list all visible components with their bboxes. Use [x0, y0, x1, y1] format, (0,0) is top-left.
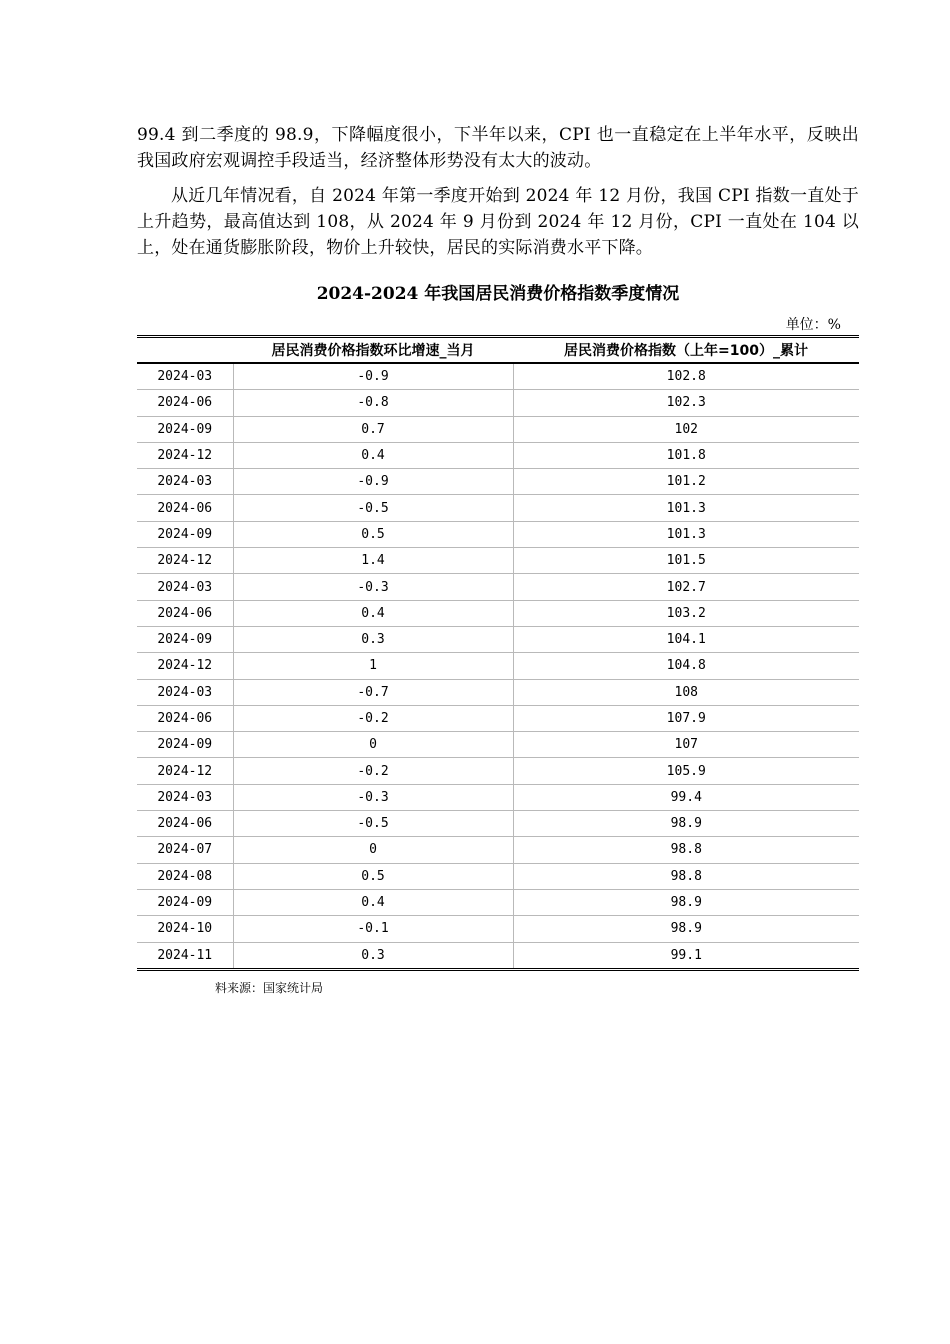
cell-period: 2024-06: [137, 600, 233, 626]
header-mom-growth: 居民消费价格指数环比增速_当月: [233, 337, 513, 364]
cell-mom-growth: 0.4: [233, 442, 513, 468]
cell-period: 2024-06: [137, 495, 233, 521]
table-row: [137, 416, 859, 442]
cell-period: 2024-03: [137, 363, 233, 390]
cell-cumulative-index: 104.8: [513, 653, 859, 679]
cell-period: 2024-03: [137, 574, 233, 600]
cell-period: 2024-09: [137, 521, 233, 547]
cell-mom-growth: -0.2: [233, 705, 513, 731]
cell-mom-growth: -0.1: [233, 916, 513, 942]
document-page: [137, 122, 859, 997]
table-unit: 单位：%: [785, 317, 841, 333]
cell-cumulative-index: 98.9: [513, 889, 859, 915]
cell-mom-growth: -0.7: [233, 679, 513, 705]
cell-mom-growth: 0.3: [233, 942, 513, 969]
cell-mom-growth: 0: [233, 837, 513, 863]
cell-period: 2024-12: [137, 758, 233, 784]
table-row: [137, 784, 859, 810]
cell-cumulative-index: 98.9: [513, 811, 859, 837]
cell-period: 2024-03: [137, 469, 233, 495]
table-row: [137, 758, 859, 784]
table-row: [137, 548, 859, 574]
cell-period: 2024-06: [137, 705, 233, 731]
cell-cumulative-index: 98.9: [513, 916, 859, 942]
cell-cumulative-index: 103.2: [513, 600, 859, 626]
cell-cumulative-index: 107: [513, 732, 859, 758]
cell-period: 2024-09: [137, 732, 233, 758]
cell-period: 2024-03: [137, 679, 233, 705]
cell-mom-growth: 0.5: [233, 521, 513, 547]
table-row: [137, 600, 859, 626]
data-source: 料来源：国家统计局: [215, 980, 324, 995]
cell-period: 2024-09: [137, 416, 233, 442]
cell-cumulative-index: 102.7: [513, 574, 859, 600]
cell-mom-growth: 0.4: [233, 600, 513, 626]
cell-mom-growth: 1: [233, 653, 513, 679]
cell-mom-growth: -0.3: [233, 784, 513, 810]
paragraph-1: 99.4 到二季度的 98.9，下降幅度很小，下半年以来，CPI 也一直稳定在上半年水平，反映出我国政府宏观调控手段适当，经济整体形势没有太大的波动。: [137, 125, 859, 171]
cell-mom-growth: -0.9: [233, 363, 513, 390]
table-title: 2024-2024 年我国居民消费价格指数季度情况: [316, 284, 680, 304]
cell-period: 2024-06: [137, 390, 233, 416]
table-row: [137, 863, 859, 889]
table-row: [137, 679, 859, 705]
cell-mom-growth: -0.5: [233, 811, 513, 837]
cell-mom-growth: -0.3: [233, 574, 513, 600]
cell-cumulative-index: 104.1: [513, 626, 859, 652]
cell-cumulative-index: 101.2: [513, 469, 859, 495]
cell-mom-growth: 0: [233, 732, 513, 758]
table-row: [137, 811, 859, 837]
table-row: [137, 390, 859, 416]
cell-period: 2024-12: [137, 548, 233, 574]
table-row: [137, 626, 859, 652]
cell-period: 2024-12: [137, 653, 233, 679]
table-row: [137, 469, 859, 495]
cell-cumulative-index: 99.1: [513, 942, 859, 969]
table-row: [137, 653, 859, 679]
table-row: [137, 495, 859, 521]
header-cumulative-index: 居民消费价格指数（上年=100）_累计: [513, 337, 859, 364]
cell-cumulative-index: 101.5: [513, 548, 859, 574]
cell-cumulative-index: 99.4: [513, 784, 859, 810]
cell-period: 2024-10: [137, 916, 233, 942]
header-period: [137, 337, 233, 364]
cell-period: 2024-12: [137, 442, 233, 468]
cell-cumulative-index: 102.3: [513, 390, 859, 416]
table-row: [137, 705, 859, 731]
cell-cumulative-index: 98.8: [513, 837, 859, 863]
cell-cumulative-index: 102: [513, 416, 859, 442]
cell-mom-growth: 0.7: [233, 416, 513, 442]
table-header-row: [137, 337, 859, 364]
cell-period: 2024-09: [137, 626, 233, 652]
cell-cumulative-index: 101.3: [513, 495, 859, 521]
cell-mom-growth: -0.8: [233, 390, 513, 416]
table-row: [137, 521, 859, 547]
paragraph-2: 从近几年情况看，自 2024 年第一季度开始到 2024 年 12 月份，我国 CPI 指数一直处于上升趋势，最高值达到 108，从 2024 年 9 月份到 2024 年 12 月份，CPI 一直处在 104 以上，处在通货膨胀阶段，物价上升较快，居民的实际消费水平下降。: [137, 186, 859, 258]
cell-period: 2024-03: [137, 784, 233, 810]
cell-mom-growth: 0.4: [233, 889, 513, 915]
cell-cumulative-index: 98.8: [513, 863, 859, 889]
cell-cumulative-index: 107.9: [513, 705, 859, 731]
table-row: [137, 442, 859, 468]
cell-period: 2024-09: [137, 889, 233, 915]
cell-mom-growth: -0.2: [233, 758, 513, 784]
table-row: [137, 916, 859, 942]
table-row: [137, 942, 859, 969]
cell-mom-growth: -0.5: [233, 495, 513, 521]
table-row: [137, 363, 859, 390]
table-row: [137, 574, 859, 600]
cell-cumulative-index: 102.8: [513, 363, 859, 390]
table-row: [137, 889, 859, 915]
cell-cumulative-index: 101.8: [513, 442, 859, 468]
cell-period: 2024-11: [157, 947, 213, 963]
cell-period: 2024-06: [137, 811, 233, 837]
cell-mom-growth: 1.4: [233, 548, 513, 574]
table-body: [137, 363, 859, 969]
cpi-table: [137, 335, 859, 971]
cell-cumulative-index: 108: [513, 679, 859, 705]
table-row: [137, 837, 859, 863]
cell-period: 2024-07: [137, 837, 233, 863]
cell-cumulative-index: 105.9: [513, 758, 859, 784]
cell-mom-growth: -0.9: [233, 469, 513, 495]
cell-mom-growth: 0.3: [233, 626, 513, 652]
cell-period: 2024-08: [137, 863, 233, 889]
cell-mom-growth: 0.5: [233, 863, 513, 889]
table-row: [137, 732, 859, 758]
cell-cumulative-index: 101.3: [513, 521, 859, 547]
